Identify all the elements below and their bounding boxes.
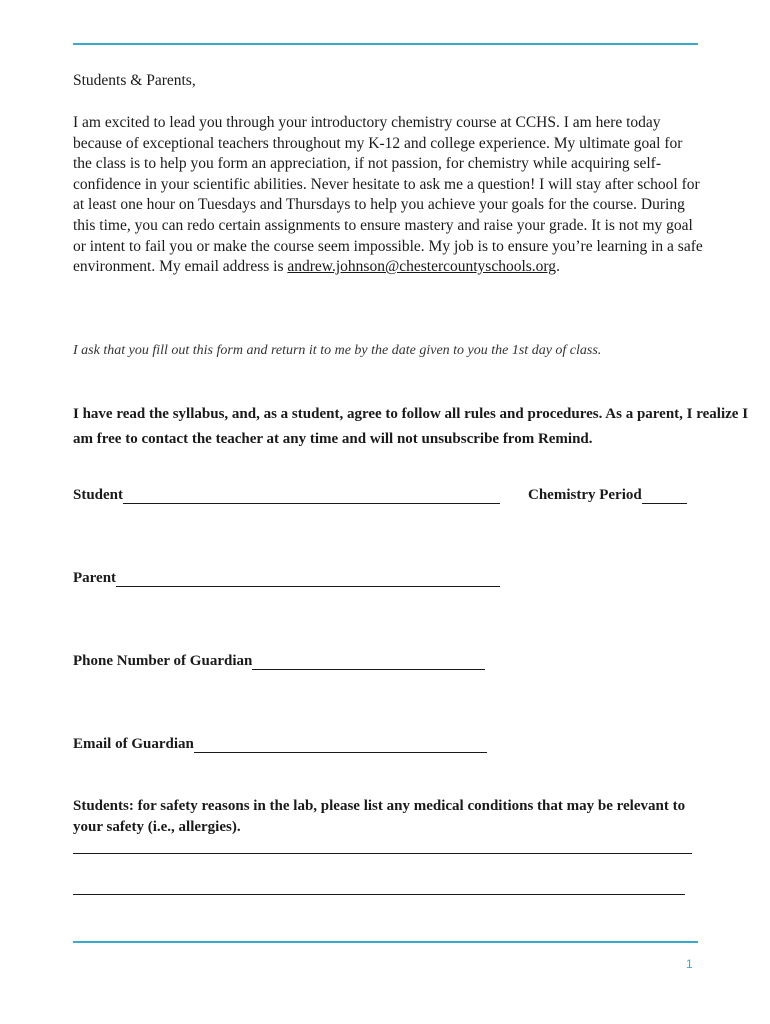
- parent-field[interactable]: [73, 569, 500, 587]
- salutation: Students & Parents,: [73, 72, 196, 89]
- guardian-email-line[interactable]: [194, 738, 487, 753]
- guardian-email-field[interactable]: [73, 735, 487, 753]
- medical-answer-line-2[interactable]: [73, 894, 685, 895]
- guardian-phone-label: Phone Number of Guardian: [73, 653, 253, 669]
- parent-signature-line[interactable]: [116, 572, 500, 587]
- student-label: Student: [73, 487, 124, 503]
- intro-text-end: .: [556, 258, 560, 276]
- guardian-email-label: Email of Guardian: [73, 736, 194, 752]
- page-number: 1: [686, 957, 693, 971]
- medical-conditions-prompt: Students: for safety reasons in the lab, please list any medical conditions that may be relevant to your safety (i.e., allergies).: [73, 798, 686, 835]
- agreement-statement: I have read the syllabus, and, as a student, agree to follow all rules and procedures. As a parent, I realize I am free to contact the teacher at any time and will not unsubscribe from Remind.: [73, 406, 749, 447]
- student-field[interactable]: [73, 486, 500, 504]
- chemistry-period-line[interactable]: [642, 489, 687, 504]
- guardian-phone-field[interactable]: [73, 652, 485, 670]
- form-instruction: I ask that you fill out this form and return it to me by the date given to you the 1st day of class.: [73, 343, 602, 358]
- bottom-divider: [73, 941, 698, 943]
- intro-paragraph: [73, 113, 703, 278]
- top-divider: [73, 43, 698, 45]
- parent-label: Parent: [73, 570, 117, 586]
- intro-text: I am excited to lead you through your introductory chemistry course at CCHS. I am here today because of exceptional teachers throughout my K-12 and college experience. My ultimate goal for the class is to help you form an appreciation, if not passion, for chemistry while acquiring self-confidence in your scientific abilities. Never hesitate to ask me a question! I will stay after school for at least one hour on Tuesdays and Thursdays to help you achieve your goals for the course. During this time, you can redo certain assignments to ensure mastery and raise your grade. It is not my goal or intent to fail you or make the course seem impossible. My job is to ensure you’re learning in a safe environment. My email address is: [73, 114, 703, 276]
- chemistry-period-label: Chemistry Period: [528, 487, 642, 503]
- medical-answer-line-1[interactable]: [73, 853, 692, 854]
- guardian-phone-line[interactable]: [252, 655, 485, 670]
- chemistry-period-field[interactable]: [528, 486, 687, 504]
- student-signature-line[interactable]: [123, 489, 500, 504]
- teacher-email-link[interactable]: andrew.johnson@chestercountyschools.org: [287, 258, 557, 276]
